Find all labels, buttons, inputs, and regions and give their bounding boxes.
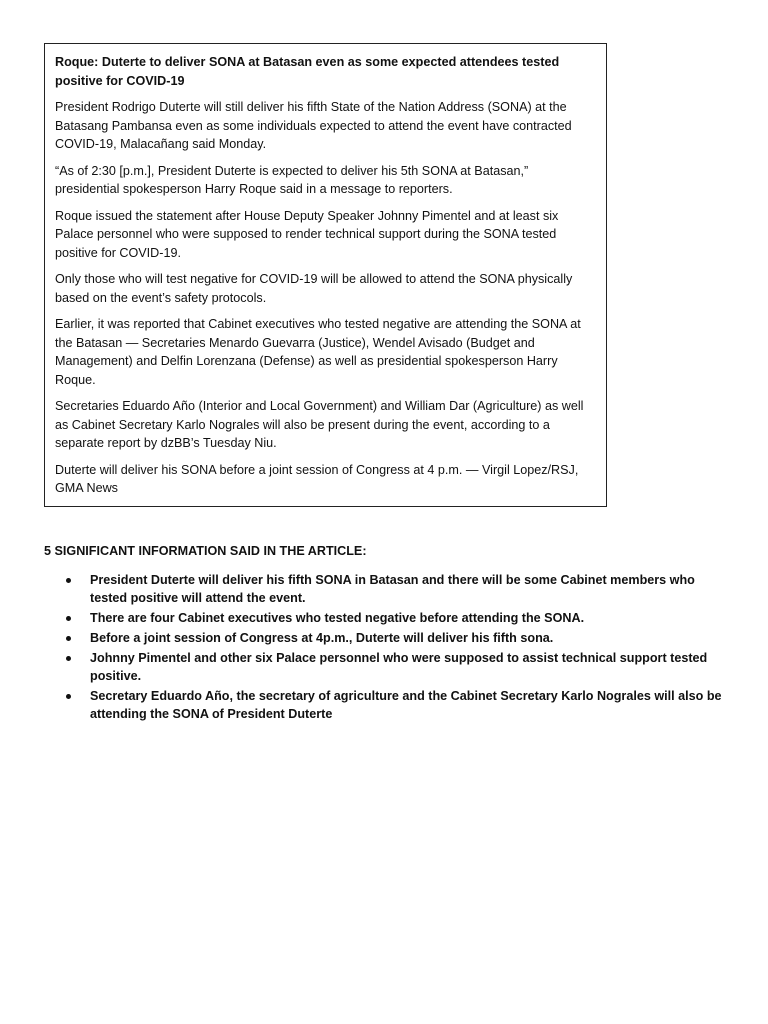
article-title: Roque: Duterte to deliver SONA at Batasan even as some expected attendees tested positive for COVID-19	[55, 55, 560, 88]
article-paragraph: Secretaries Eduardo Año (Interior and Local Government) and William Dar (Agriculture) as well as Cabinet Secretary Karlo Nograles will also be present during the event, according to a separate report by dzBB’s Tuesday Niu.	[55, 399, 584, 450]
summary-item-text: Secretary Eduardo Año, the secretary of agriculture and the Cabinet Secretary Karlo Nograles will also be attending the SONA of President Duterte	[90, 689, 722, 721]
summary-item-text: Johnny Pimentel and other six Palace personnel who were supposed to assist technical support tested positive.	[90, 651, 708, 683]
summary-item	[62, 649, 722, 685]
summary-item-text: Before a joint session of Congress at 4p.m., Duterte will deliver his fifth sona.	[90, 631, 554, 645]
summary-item-text: President Duterte will deliver his fifth SONA in Batasan and there will be some Cabinet members who tested positive will attend the event.	[90, 573, 695, 605]
article-paragraph: Duterte will deliver his SONA before a joint session of Congress at 4 p.m. — Virgil Lopez/RSJ, GMA News	[55, 462, 579, 495]
article-paragraph: Only those who will test negative for COVID-19 will be allowed to attend the SONA physically based on the event’s safety protocols.	[55, 272, 573, 305]
article-paragraph: Earlier, it was reported that Cabinet executives who tested negative are attending the SONA at the Batasan — Secretaries Menardo Guevarra (Justice), Wendel Avisado (Budget and Management) and Delfin Lorenzana (Defense) as well as presidential spokesperson Harry Roque.	[55, 317, 581, 387]
article-box	[44, 43, 607, 507]
bullet-icon	[66, 636, 71, 641]
summary-item-text: There are four Cabinet executives who tested negative before attending the SONA.	[90, 611, 585, 625]
bullet-icon	[66, 616, 71, 621]
bullet-icon	[66, 656, 71, 661]
summary-item	[62, 687, 722, 723]
summary-list	[62, 571, 722, 725]
article-paragraph: President Rodrigo Duterte will still deliver his fifth State of the Nation Address (SONA) at the Batasang Pambansa even as some individuals expected to attend the event have contracted COVID-19, Malacañang said Monday.	[55, 100, 572, 151]
bullet-icon	[66, 694, 71, 699]
summary-item	[62, 629, 722, 647]
summary-item	[62, 609, 722, 627]
article-paragraph: “As of 2:30 [p.m.], President Duterte is expected to deliver his 5th SONA at Batasan,” presidential spokesperson Harry Roque said in a message to reporters.	[55, 163, 529, 196]
summary-item	[62, 571, 722, 607]
summary-heading: 5 SIGNIFICANT INFORMATION SAID IN THE ARTICLE:	[44, 544, 367, 558]
bullet-icon	[66, 578, 71, 583]
article-paragraph: Roque issued the statement after House Deputy Speaker Johnny Pimentel and at least six Palace personnel who were supposed to render technical support during the SONA tested positive for COVID-19.	[55, 208, 559, 260]
